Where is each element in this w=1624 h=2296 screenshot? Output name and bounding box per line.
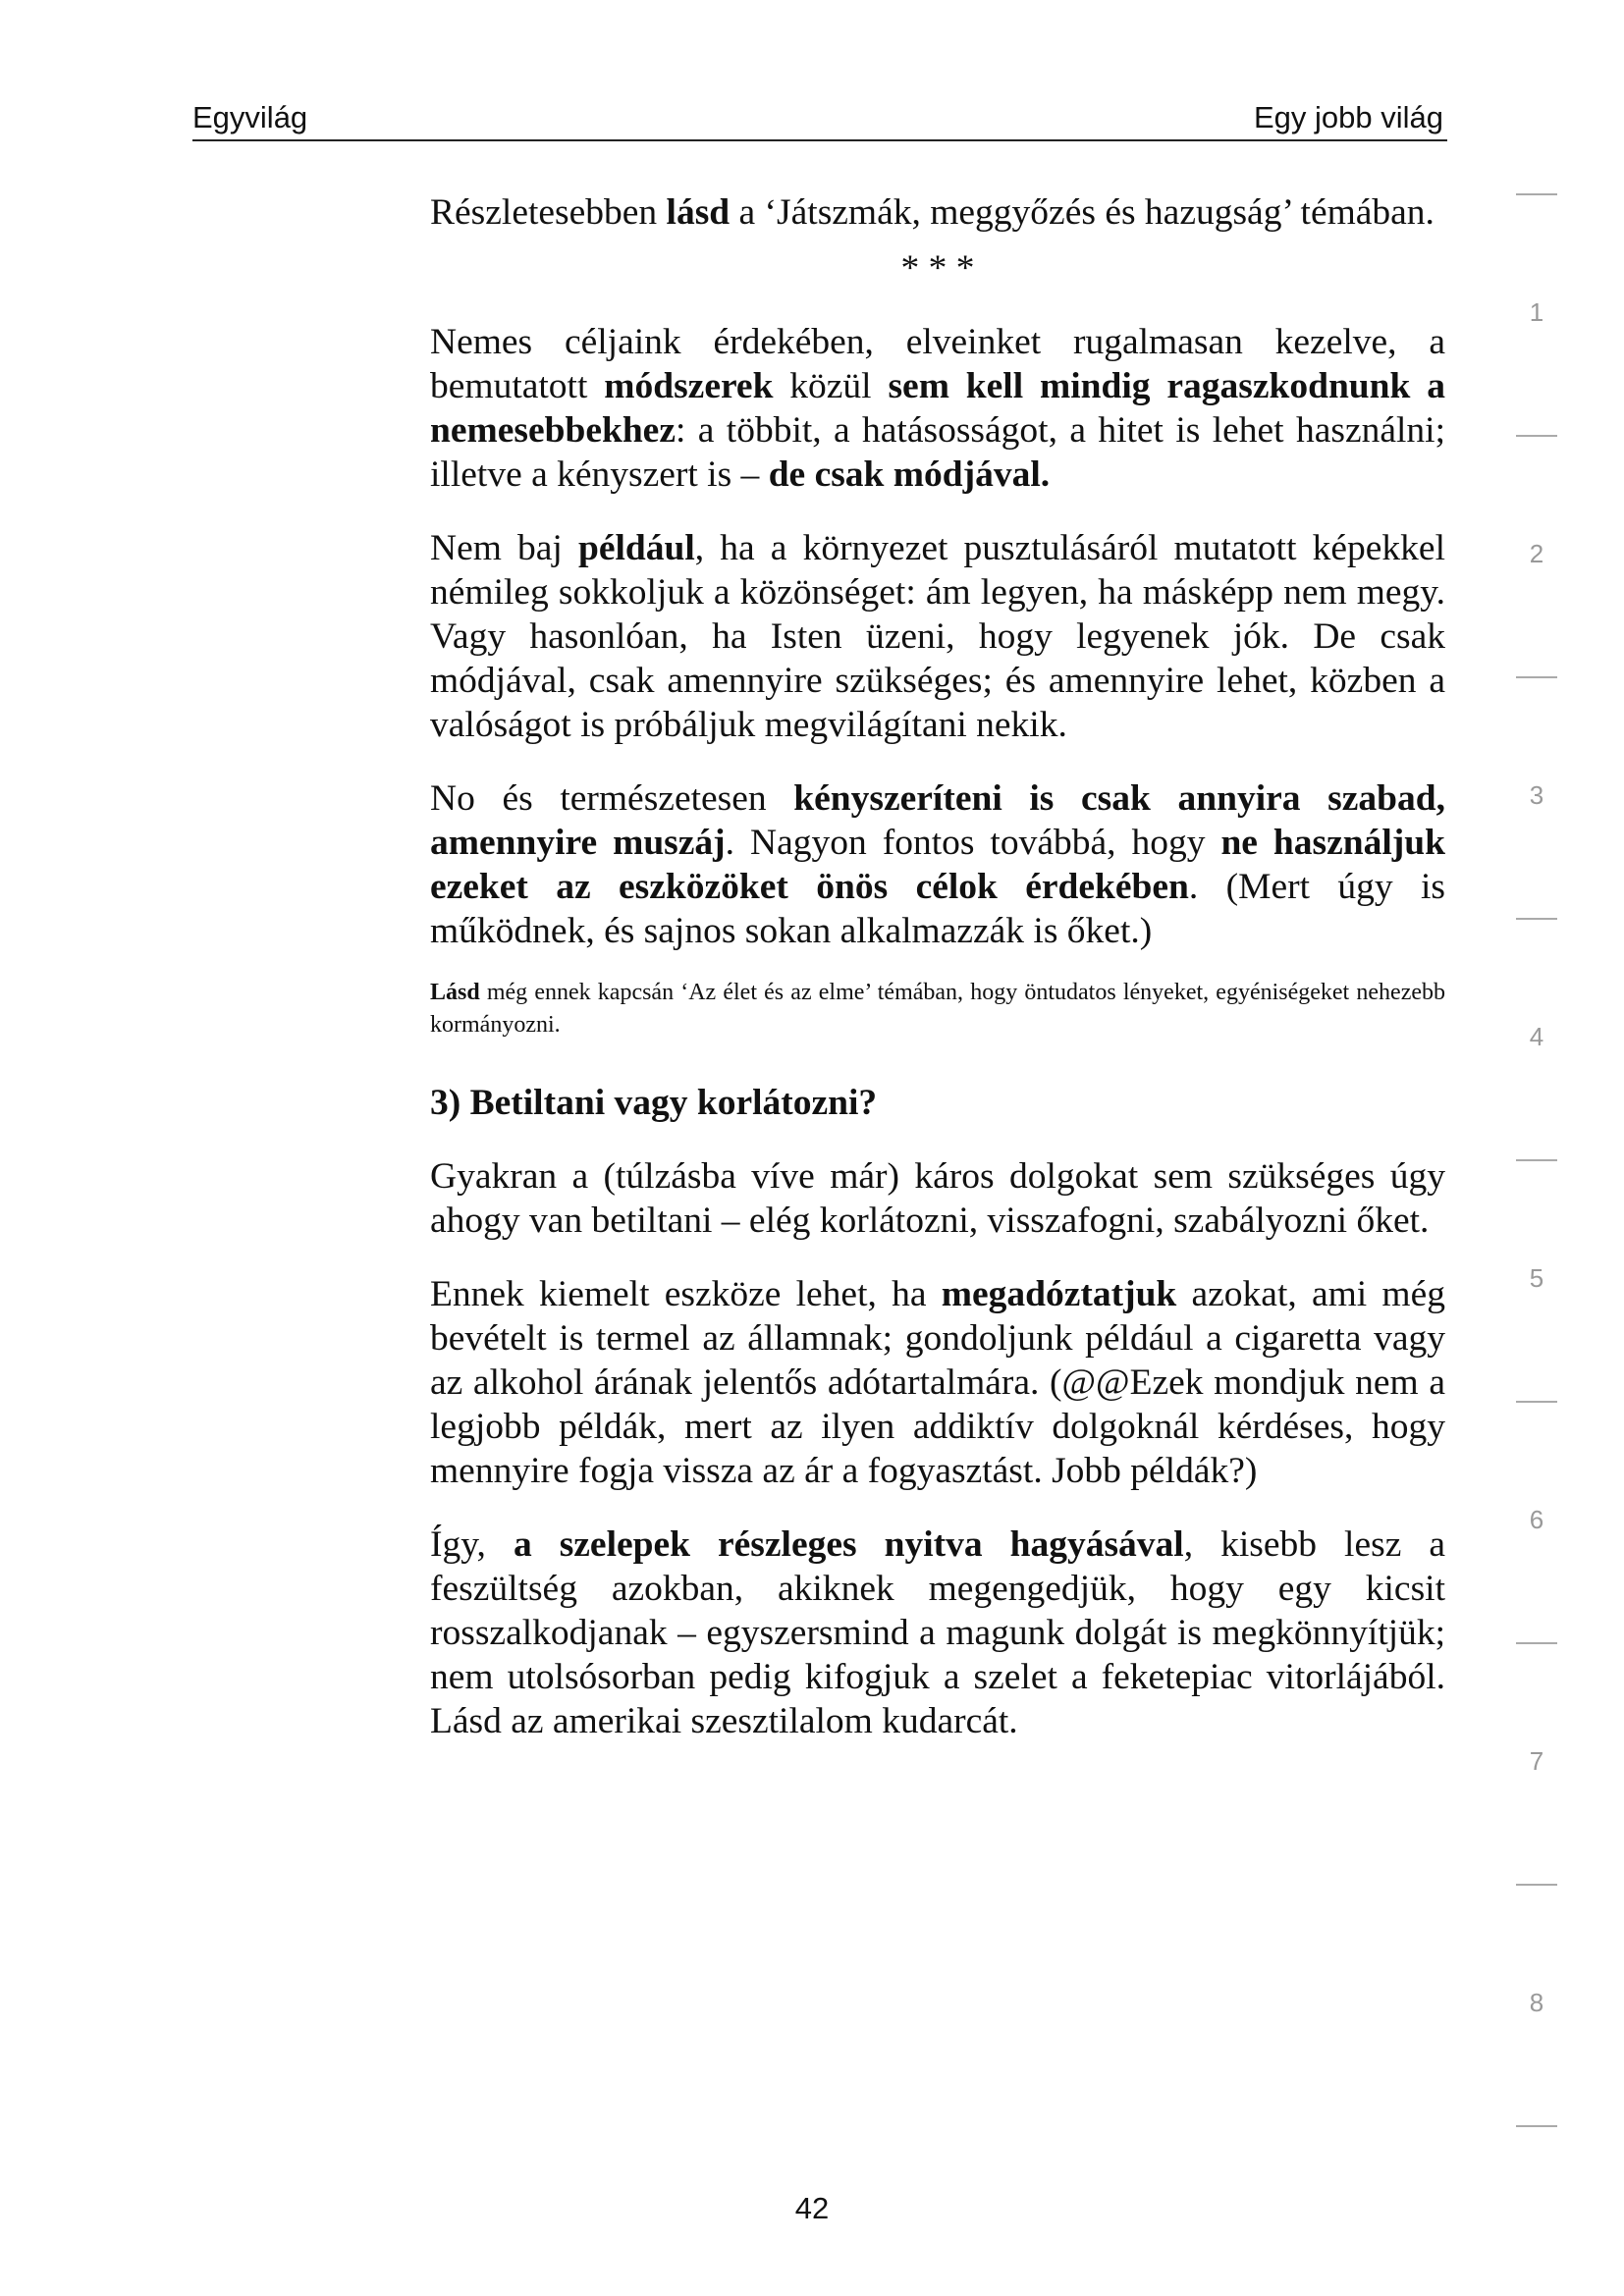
ruler-tick [1516, 1401, 1557, 1403]
text-run: , ha a környezet pusztulásáról mutatott képekkel némileg sokkoljuk a közönséget: ám legyen, ha másképp nem megy. Vagy hasonlóan, ha Isten üzeni, hogy legyenek jók. De csak módjával, csak amennyire szükséges; és amennyire lehet, közben a valóságot is próbáljuk megvilágítani nekik. [430, 528, 1445, 745]
header-book-title: Egyvilág [192, 100, 308, 134]
ruler-tick [1516, 676, 1557, 678]
ruler-number: 8 [1529, 1988, 1544, 2017]
paragraph-5 [430, 1154, 1445, 1243]
paragraph-1 [430, 190, 1445, 235]
ruler-number: 4 [1529, 1022, 1544, 1051]
paragraph-7 [430, 1522, 1445, 1743]
page-header [192, 96, 1447, 141]
text-run: Gyakran a (túlzásba víve már) káros dolgokat sem szükséges úgy ahogy van betiltani – elég korlátozni, visszafogni, szabályozni őket. [430, 1156, 1445, 1241]
text-run: No és természetesen [430, 778, 794, 819]
text-run: közül [773, 366, 889, 406]
bold-text-run: a szelepek részleges nyitva hagyásával [513, 1524, 1184, 1565]
ruler-number: 3 [1529, 780, 1544, 810]
ruler-tick [1516, 193, 1557, 195]
text-run: a ‘Játszmák, meggyőzés és hazugság’ témában. [730, 192, 1435, 233]
bold-text-run: kényszeríteni is csak annyira szabad, amennyire muszáj [430, 778, 1445, 863]
main-text [430, 190, 1445, 1743]
bold-text-run: sem kell mindig ragaszkodnunk a nemesebbekhez [430, 366, 1445, 451]
paragraph-6 [430, 1272, 1445, 1493]
text-run: , kisebb lesz a feszültség azokban, akiknek megengedjük, hogy egy kicsit rosszalkodjanak – egyszersmind a magunk dolgát is megkönnyítjük; nem utolsósorban pedig kifogjuk a szelet a feketepiac vitorlájából. Lásd az amerikai szesztilalom kudarcát. [430, 1524, 1445, 1741]
text-run: Ennek kiemelt eszköze lehet, ha [430, 1274, 942, 1314]
bold-text-run: lásd [666, 192, 731, 233]
text-run: Nemes céljaink érdekében, elveinket rugalmasan kezelve, a bemutatott [430, 322, 1445, 406]
ruler-tick [1516, 1159, 1557, 1161]
bold-text-run: Lásd [430, 980, 480, 1005]
text-run: Nem baj [430, 528, 578, 568]
ruler-tick [1516, 918, 1557, 920]
ruler-tick [1516, 435, 1557, 437]
bold-text-run: ne használjuk ezeket az eszközöket önös célok érdekében [430, 823, 1445, 907]
text-run: . Nagyon fontos továbbá, hogy [725, 823, 1221, 863]
ruler-tick [1516, 2125, 1557, 2127]
ruler-number: 2 [1529, 539, 1544, 568]
section-separator: * * * [900, 248, 975, 289]
bold-text-run: de csak módjával. [768, 454, 1051, 495]
ruler-number: 7 [1529, 1746, 1544, 1776]
reference-note [430, 977, 1445, 1041]
ruler-number: 5 [1529, 1263, 1544, 1293]
bold-text-run: módszerek [604, 366, 774, 406]
section-heading: 3) Betiltani vagy korlátozni? [430, 1083, 878, 1123]
text-run: . (Mert úgy is működnek, és sajnos sokan alkalmazzák is őket.) [430, 867, 1445, 951]
bold-text-run: például [577, 528, 695, 568]
ruler-tick [1516, 1884, 1557, 1886]
margin-line-ruler [1516, 0, 1561, 2296]
text-run: : a többit, a hatásosságot, a hitet is lehet használni; illetve a kényszert is – [430, 410, 1445, 495]
page-number: 42 [794, 2191, 830, 2225]
ruler-tick [1516, 1642, 1557, 1644]
paragraph-4 [430, 776, 1445, 953]
text-run: Részletesebben [430, 192, 667, 233]
bold-text-run: megadóztatjuk [941, 1274, 1177, 1314]
text-run: még ennek kapcsán ‘Az élet és az elme’ témában, hogy öntudatos lényeket, egyéniségeket nehezebb kormányozni. [430, 980, 1445, 1038]
header-chapter-title: Egy jobb világ [1253, 100, 1443, 134]
ruler-number: 6 [1529, 1505, 1544, 1534]
ruler-number: 1 [1529, 297, 1544, 327]
paragraph-2 [430, 320, 1445, 497]
paragraph-3 [430, 526, 1445, 747]
text-run: Így, [430, 1524, 514, 1565]
text-run: azokat, ami még bevételt is termel az államnak; gondoljunk például a cigaretta vagy az alkohol árának jelentős adótartalmára. (@@Ezek mondjuk nem a legjobb példák, mert az ilyen addiktív dolgoknál kérdéses, hogy mennyire fogja vissza az ár a fogyasztást. Jobb példák?) [430, 1274, 1445, 1491]
